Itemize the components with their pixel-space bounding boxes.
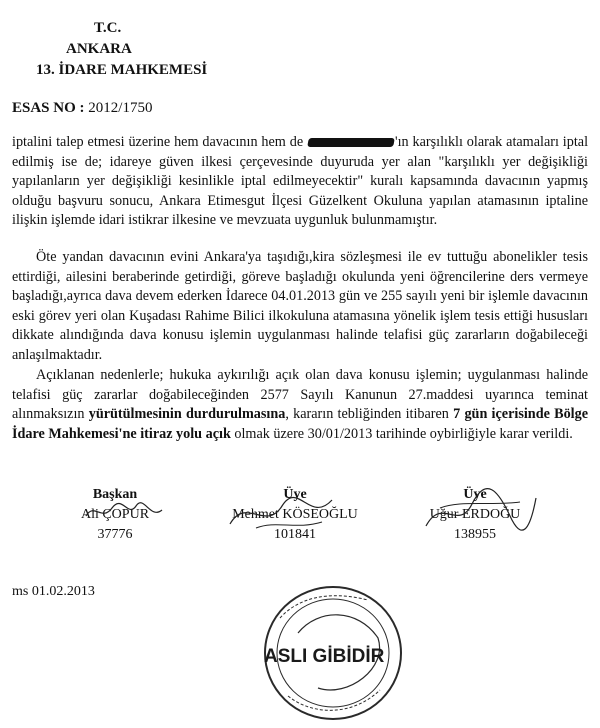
header-city: ANKARA (66, 41, 132, 57)
decision-text-c: , kararın tebliğinden itibaren (285, 406, 449, 423)
case-number-label: ESAS NO : (12, 100, 85, 116)
paragraph-1-rest: 'ın karşılıklı olarak atamaları iptal edilmiş ise de; idareye güven ilkesi çerçevesinde duyuruda yer alan "karşılıklı yer değişikliği yapılanların yer değişikliği kesinlikle iptal edilmeyecektir" kuralı kapsamında davacının yapmış olduğu başvuru sonucu, Ankara Etimesgut İlçesi Güzelkent Okuluna yapılan atamasının iptaline ilişkin işlemde idari istikrar ilkesine ve mevzuata uygunluk bulunmamıştır. (12, 134, 589, 229)
paragraph-3-decision (12, 366, 588, 444)
signatory-number: 101841 (274, 527, 316, 542)
signatory-name: Uğur ERDOĞU (429, 507, 521, 522)
decision-text-a: Açıklanan nedenlerle; hukuka aykırılığı açık olan dava konusu işlemin; uygulanması halinde telafisi güç zararlar doğabileceğinden 2577 Sayılı Kanunun 27.maddesi uyarınca teminat alınmaksızın (12, 367, 588, 423)
decision-text-e: olmak üzere 30/01/2013 tarihinde oybirliğiyle karar verildi. (234, 425, 573, 442)
case-number-value: 2012/1750 (88, 100, 153, 116)
redaction-mark (307, 138, 395, 147)
header-tc: T.C. (94, 20, 122, 36)
document-date: ms 01.02.2013 (12, 584, 95, 599)
case-number (12, 100, 152, 117)
court-name: 13. İDARE MAHKEMESİ (36, 62, 208, 78)
signatory-name: Ali ÇOPUR (80, 507, 150, 522)
signature-member-2 (420, 486, 540, 536)
decision-objection-period: 7 gün içerisinde Bölge İdare Mahkemesi'ne itiraz yolu açık (12, 406, 588, 442)
signatory-role: Başkan (92, 487, 138, 502)
certified-copy-stamp (258, 578, 408, 728)
signatory-number: 138955 (454, 527, 496, 542)
stamp-text: ASLI GİBİDİR (264, 646, 385, 667)
signatory-role: Üye (463, 487, 487, 502)
signature-president (84, 498, 164, 524)
signature-member-1 (226, 494, 336, 534)
signatory-role: Üye (283, 487, 307, 502)
paragraph-1 (12, 133, 588, 231)
decision-stay-of-execution: yürütülmesinin durdurulmasına (88, 406, 286, 423)
paragraph-1-start: iptalini talep etmesi üzerine hem davacının hem de (12, 134, 304, 150)
signatory-name: Mehmet KÖSEOĞLU (232, 507, 358, 522)
paragraph-2 (12, 248, 588, 366)
signatory-number: 37776 (97, 527, 133, 542)
paragraph-2-text: Öte yandan davacının evini Ankara'ya taşıdığı,kira sözleşmesi ile ev tuttuğu abonelikler tesis ettirdiği, ailesini beraberinde getirdiği, göreve başladığı okulunda yeni öğrencilerine ders vermeye başladığı,ayrıca dava devem ederken İdarece 04.01.2013 gün ve 255 sayılı yeni bir işlemle davacının eski görev yeri olan Kuşadası Rahime Bilici ilkokuluna atamasına yönelik işlem tesis ettiği hususları dikkate alındığında dava konusu işlemin uygulanması halinde telafisi güç zararların doğabileceği anlaşılmaktadır. (12, 249, 588, 363)
